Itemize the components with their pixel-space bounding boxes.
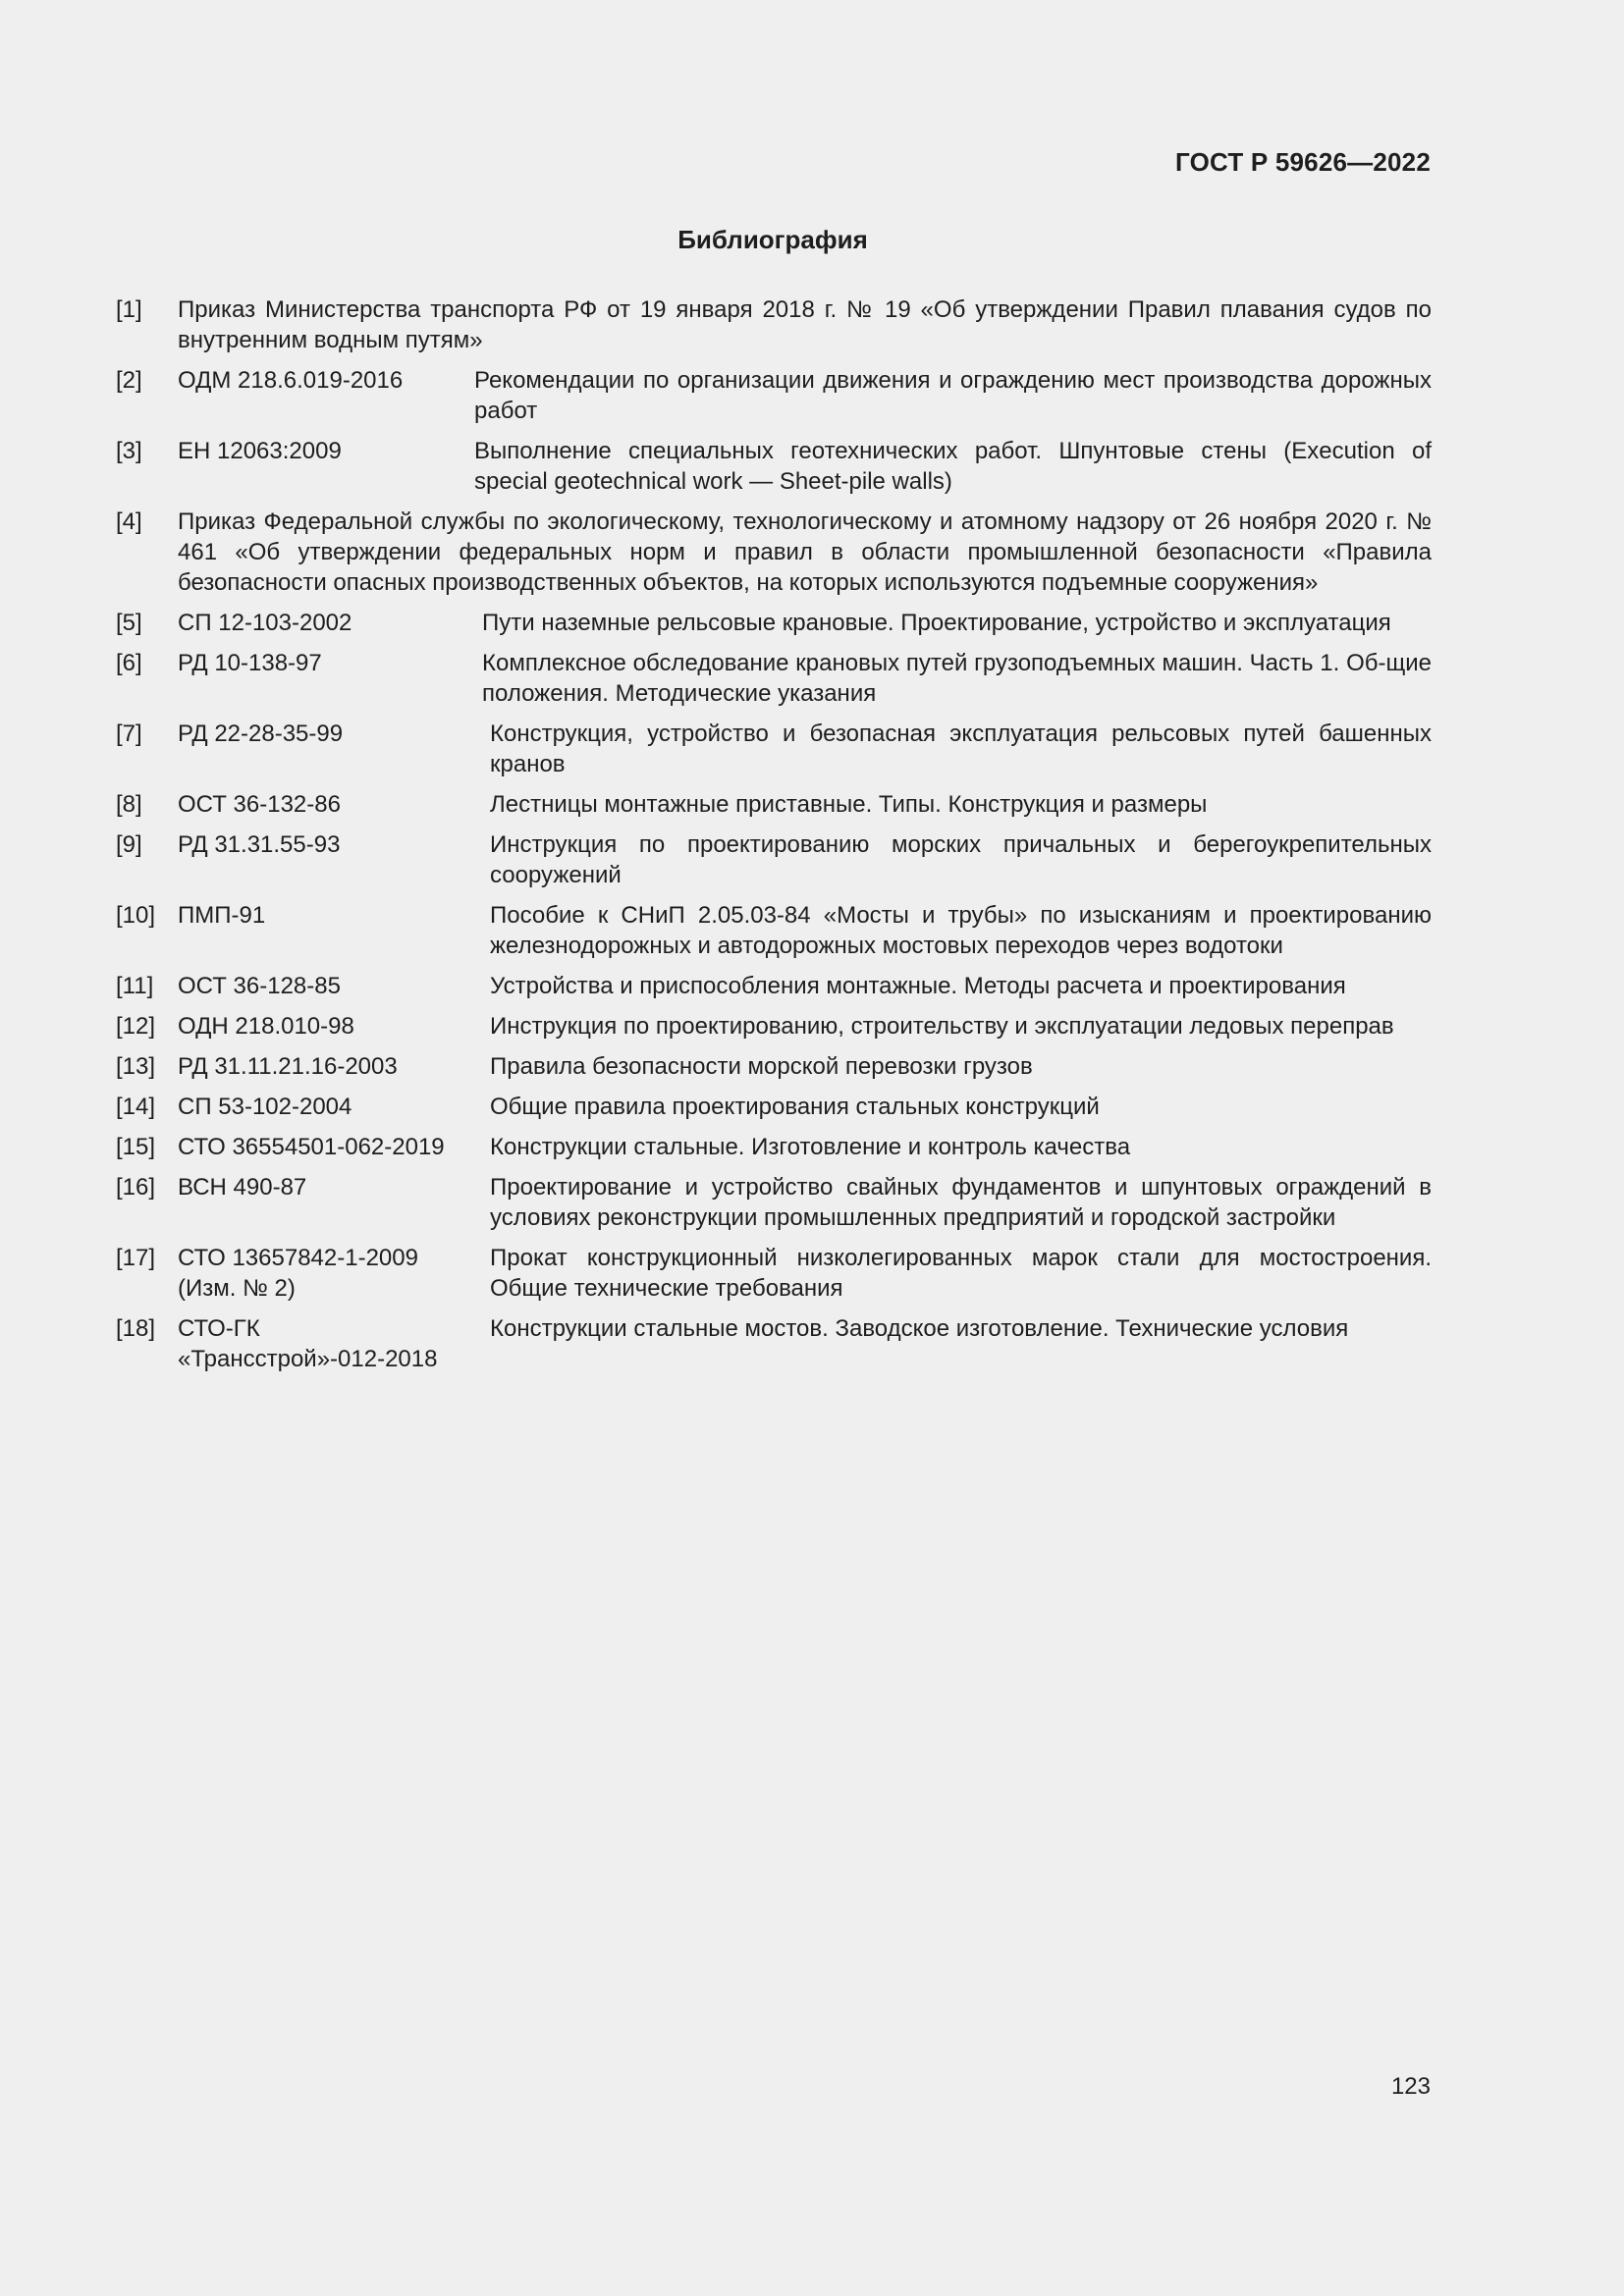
- bibliography-entry: [116, 507, 1432, 598]
- entry-code: ОДМ 218.6.019-2016: [178, 367, 404, 394]
- entry-description: Конструкции стальные. Изготовление и контроль качества: [490, 1134, 1131, 1160]
- entry-code: СТО 36554501-062-2019: [178, 1134, 445, 1160]
- bibliography-entry: [116, 1243, 1432, 1304]
- bibliography-entry: [116, 365, 1432, 426]
- entry-description: Инструкция по проектированию, строительству и эксплуатации ледовых переправ: [490, 1013, 1394, 1040]
- page-title: Библиография: [677, 225, 868, 254]
- bibliography-entry: [116, 294, 1432, 355]
- entry-code: ОСТ 36-128-85: [178, 973, 341, 999]
- entry-code: РД 31.31.55-93: [178, 831, 341, 858]
- entry-description: Прокат конструкционный низколегированных марок стали для мостостроения. Общие технические требования: [490, 1245, 1432, 1302]
- bibliography-entry: [116, 1313, 1432, 1374]
- entry-number: [9]: [116, 831, 142, 858]
- entry-number: [8]: [116, 791, 142, 818]
- bibliography-entry: [116, 719, 1432, 779]
- entry-number: [11]: [116, 973, 154, 999]
- bibliography-entry: [116, 1172, 1432, 1233]
- entry-description: Пути наземные рельсовые крановые. Проектирование, устройство и эксплуатация: [482, 610, 1391, 636]
- bibliography-list: [116, 294, 1432, 1384]
- entry-text: Приказ Министерства транспорта РФ от 19 января 2018 г. № 19 «Об утверждении Правил плавания судов по внутренним водным путям»: [178, 296, 1432, 353]
- bibliography-entry: [116, 1092, 1432, 1122]
- entry-description: Инструкция по проектированию морских причальных и берегоукрепительных сооружений: [490, 831, 1432, 888]
- bibliography-entry: [116, 789, 1432, 820]
- entry-number: [17]: [116, 1245, 156, 1271]
- entry-description: Устройства и приспособления монтажные. Методы расчета и проектирования: [490, 973, 1346, 999]
- document-code: ГОСТ Р 59626—2022: [1175, 147, 1431, 177]
- entry-description: Конструкции стальные мостов. Заводское изготовление. Технические условия: [490, 1315, 1349, 1342]
- entry-description: Пособие к СНиП 2.05.03-84 «Мосты и трубы» по изысканиям и проектированию железнодорожных и автодорожных мостовых переходов через водотоки: [490, 902, 1432, 959]
- entry-description: Проектирование и устройство свайных фундаментов и шпунтовых ограждений в условиях реконструкции промышленных предприятий и городской застройки: [490, 1174, 1432, 1231]
- entry-number: [16]: [116, 1174, 156, 1201]
- bibliography-entry: [116, 1051, 1432, 1082]
- bibliography-entry: [116, 900, 1432, 961]
- entry-number: [1]: [116, 296, 142, 323]
- entry-number: [3]: [116, 438, 142, 464]
- entry-code: РД 10-138-97: [178, 650, 322, 676]
- entry-code: СП 53-102-2004: [178, 1094, 352, 1120]
- bibliography-entry: [116, 829, 1432, 890]
- bibliography-entry: [116, 436, 1432, 497]
- entry-code: ПМП-91: [178, 902, 266, 929]
- entry-number: [6]: [116, 650, 142, 676]
- entry-number: [13]: [116, 1053, 156, 1080]
- entry-description: Правила безопасности морской перевозки грузов: [490, 1053, 1033, 1080]
- entry-number: [10]: [116, 902, 156, 929]
- bibliography-entry: [116, 971, 1432, 1001]
- page-number: 123: [1390, 2073, 1431, 2100]
- entry-number: [4]: [116, 508, 142, 535]
- entry-number: [12]: [116, 1013, 156, 1040]
- entry-text: Приказ Федеральной службы по экологическому, технологическому и атомному надзору от 26 ноября 2020 г. № 461 «Об утверждении федеральных норм и правил в области промышленной безопасности «Правила безопасности опасных производственных объектов, на которых используются подъемные сооружения»: [178, 508, 1432, 596]
- bibliography-entry: [116, 608, 1432, 638]
- entry-number: [14]: [116, 1094, 156, 1120]
- entry-code: ОДН 218.010-98: [178, 1013, 354, 1040]
- bibliography-entry: [116, 648, 1432, 709]
- entry-number: [7]: [116, 721, 142, 747]
- entry-description: Лестницы монтажные приставные. Типы. Конструкция и размеры: [490, 791, 1208, 818]
- entry-number: [15]: [116, 1134, 156, 1160]
- entry-code: РД 22-28-35-99: [178, 721, 344, 747]
- entry-code: РД 31.11.21.16-2003: [178, 1053, 398, 1080]
- entry-description: Выполнение специальных геотехнических работ. Шпунтовые стены (Execution of special geotechnical work — Sheet-pile walls): [474, 438, 1432, 495]
- entry-description: Комплексное обследование крановых путей грузоподъемных машин. Часть 1. Об-щие положения. Методические указания: [482, 650, 1432, 707]
- entry-code: СТО 13657842-1-2009 (Изм. № 2): [178, 1245, 418, 1302]
- entry-description: Рекомендации по организации движения и ограждению мест производства дорожных работ: [474, 367, 1432, 424]
- bibliography-entry: [116, 1011, 1432, 1041]
- bibliography-entry: [116, 1132, 1432, 1162]
- entry-description: Общие правила проектирования стальных конструкций: [490, 1094, 1100, 1120]
- entry-code: СП 12-103-2002: [178, 610, 352, 636]
- entry-description: Конструкция, устройство и безопасная эксплуатация рельсовых путей башенных кранов: [490, 721, 1432, 777]
- entry-number: [18]: [116, 1315, 156, 1342]
- entry-number: [2]: [116, 367, 142, 394]
- entry-code: ВСН 490-87: [178, 1174, 307, 1201]
- entry-code: ОСТ 36-132-86: [178, 791, 341, 818]
- entry-number: [5]: [116, 610, 142, 636]
- entry-code: СТО-ГК «Трансстрой»-012-2018: [178, 1315, 438, 1372]
- entry-code: ЕН 12063:2009: [178, 438, 342, 464]
